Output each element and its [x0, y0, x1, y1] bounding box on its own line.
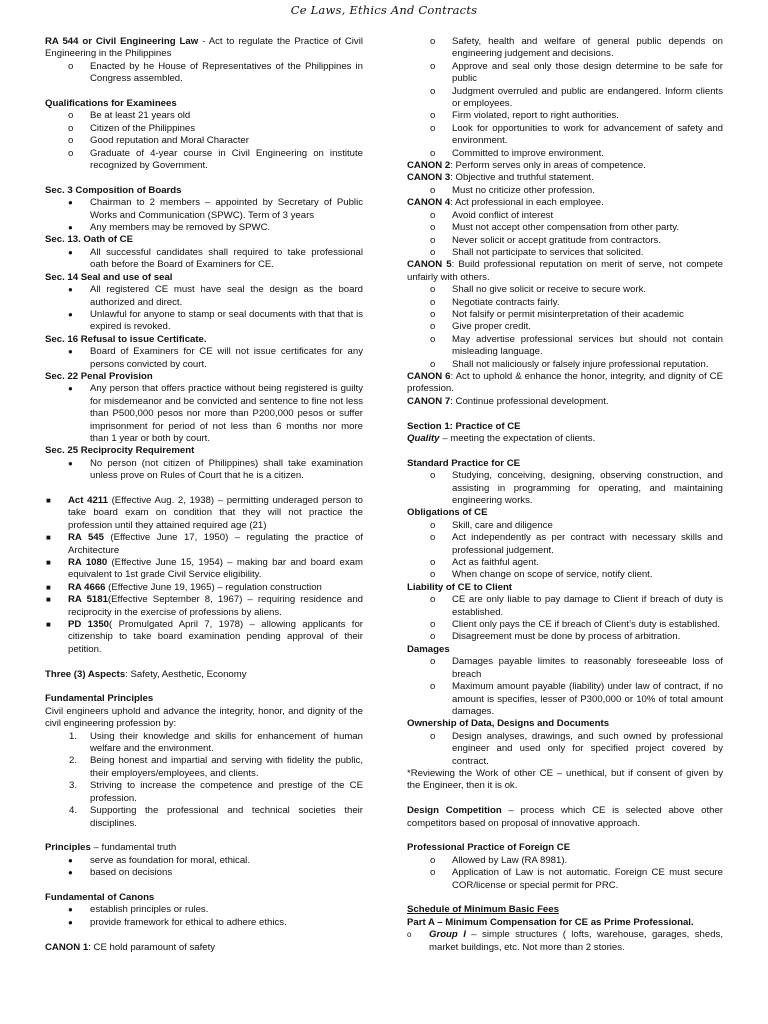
canon3-paragraph: CANON 3: Objective and truthful statement.	[407, 172, 594, 184]
right-column	[407, 36, 723, 954]
list-item: ● Unlawful for anyone to stamp or seal documents with that that is expired is revoked.	[68, 308, 363, 333]
circle-bullet-icon: o	[430, 854, 436, 866]
list-item: ■ PD 1350( Promulgated April 7, 1978) – allowing applicants for citizenship to take board examination pending approval of their petition.	[46, 619, 364, 655]
schedule-heading: Schedule of Minimum Basic Fees	[407, 904, 559, 916]
circle-bullet-icon: o	[430, 184, 436, 196]
list-item: o Design analyses, drawings, and such owned by professional engineer and used only for specified project covered by contract.	[430, 730, 723, 767]
sec16-list	[45, 346, 363, 371]
canon7-paragraph: CANON 7: Continue professional development.	[407, 395, 609, 407]
bullet-icon: ●	[68, 855, 73, 865]
circle-bullet-icon: o	[68, 60, 74, 72]
list-item: ● No person (not citizen of Philippines) shall take examination unless prove on Rules of Court that he is a citizen.	[68, 457, 363, 482]
canon1-list	[407, 36, 723, 160]
qualifications-list	[45, 110, 363, 172]
list-item: o Never solicit or accept gratitude from contractors.	[430, 234, 662, 246]
list-item: 4. Supporting the professional and technical societies their disciplines.	[69, 805, 363, 829]
list-item: o Enacted by he House of Representatives of the Philippines in Congress assembled.	[68, 60, 363, 85]
obligations-heading: Obligations of CE	[407, 507, 488, 519]
obligations-list	[407, 520, 723, 582]
sec13-list	[45, 247, 363, 272]
list-item: o Look for opportunities to work for advancement of safety and environment.	[430, 122, 723, 147]
square-bullet-icon: ■	[46, 533, 51, 543]
list-item: o Not falsify or permit misinterpretation of their academic	[430, 308, 684, 320]
circle-bullet-icon: o	[430, 333, 436, 345]
list-item: o Citizen of the Philippines	[68, 122, 196, 134]
foreign-ce-heading: Professional Practice of Foreign CE	[407, 842, 571, 854]
list-item: o Group I – simple structures ( lofts, warehouse, garages, sheds, market buildings, etc. Not more than 2 stories.	[407, 929, 724, 953]
circle-bullet-icon: o	[430, 60, 436, 72]
circle-bullet-icon: o	[430, 147, 436, 159]
list-item: 1. Using their knowledge and skills for enhancement of human welfare and the environment.	[69, 730, 363, 755]
list-item: o CE are only liable to pay damage to Client if breach of duty is established.	[430, 594, 723, 618]
list-item: o Shall not maliciously or falsely injure professional reputation.	[430, 358, 709, 370]
canon2-paragraph: CANON 2: Perform serves only in areas of competence.	[407, 160, 646, 172]
standard-practice-heading: Standard Practice for CE	[407, 457, 521, 469]
group1-list	[407, 929, 723, 954]
circle-bullet-icon: o	[430, 358, 436, 370]
list-item: o Approve and seal only those design determine to be safe for public	[430, 60, 723, 85]
sec13-heading: Sec. 13. Oath of CE	[45, 234, 133, 246]
list-item: o Application of Law is not automatic. Foreign CE must secure COR/license or special permit for PRC.	[430, 867, 723, 891]
part-a-heading: Part A – Minimum Compensation for CE as Prime Professional.	[407, 916, 694, 928]
list-item: ● establish principles or rules.	[68, 904, 209, 916]
circle-bullet-icon: o	[430, 519, 436, 531]
sec16-heading: Sec. 16 Refusal to issue Certificate.	[45, 333, 207, 345]
circle-bullet-icon: o	[430, 296, 436, 308]
circle-bullet-icon: o	[430, 308, 436, 320]
sec3-heading: Sec. 3 Composition of Boards	[45, 184, 182, 196]
bullet-icon: ●	[68, 198, 73, 208]
circle-bullet-icon: o	[430, 557, 436, 569]
square-bullet-icon: ■	[46, 595, 51, 605]
canon3-list	[407, 185, 723, 197]
list-item: o Must not accept other compensation from other party.	[430, 222, 679, 234]
fundamental-canons-heading: Fundamental of Canons	[45, 891, 155, 903]
sec25-list	[45, 458, 363, 483]
ownership-list	[407, 731, 723, 768]
circle-bullet-icon: o	[430, 321, 436, 333]
circle-bullet-icon: o	[430, 36, 436, 47]
circle-bullet-icon: o	[430, 222, 436, 234]
canon4-paragraph: CANON 4: Act professional in each employee.	[407, 197, 604, 209]
list-item: o Good reputation and Moral Character	[68, 135, 249, 147]
square-bullet-icon: ■	[46, 495, 51, 505]
circle-bullet-icon: o	[430, 569, 436, 581]
fundamental-principles-text: Civil engineers uphold and advance the integrity, honor, and dignity of the civil engineering profession by:	[45, 705, 363, 730]
list-item: o Shall no give solicit or receive to secure work.	[430, 284, 647, 296]
list-item: o Studying, conceiving, designing, observing construction, and assisting in programming for operating, and maintaining engineering works.	[430, 470, 723, 506]
principles-paragraph: Principles – fundamental truth	[45, 842, 177, 854]
principles-list	[45, 855, 363, 880]
circle-bullet-icon: o	[430, 681, 436, 693]
list-item: o Give proper credit.	[430, 321, 531, 333]
list-item: o Negotiate contracts fairly.	[430, 296, 560, 308]
bullet-icon: ●	[68, 905, 73, 915]
fundamental-principles-heading: Fundamental Principles	[45, 693, 154, 705]
list-item: ● All registered CE must have seal the design as the board authorized and direct.	[68, 284, 363, 308]
sec22-list	[45, 383, 363, 445]
liability-list	[407, 594, 723, 644]
circle-bullet-icon: o	[430, 470, 436, 482]
list-item: ■ RA 4666 (Effective June 19, 1965) – regulation construction	[46, 581, 322, 593]
circle-bullet-icon: o	[430, 532, 436, 544]
list-item: o Shall not participate to services that solicited.	[430, 246, 644, 258]
canon5-list	[407, 284, 723, 371]
square-bullet-icon: ■	[46, 582, 51, 592]
bullet-icon: ●	[68, 917, 73, 927]
circle-bullet-icon: o	[430, 594, 436, 606]
liability-heading: Liability of CE to Client	[407, 581, 512, 593]
list-item: ● serve as foundation for moral, ethical.	[68, 854, 250, 866]
circle-bullet-icon: o	[68, 135, 74, 147]
list-item: o Must no criticize other profession.	[430, 184, 595, 196]
list-item: ■ RA 545 (Effective June 17, 1950) – regulating the practice of Architecture	[46, 532, 363, 556]
circle-bullet-icon: o	[430, 246, 436, 258]
bullet-icon: ●	[68, 384, 73, 394]
list-item: 2. Being honest and impartial and serving with fidelity the public, their employers/employees, and clients.	[69, 755, 363, 779]
page-title: Ce Laws, Ethics And Contracts	[290, 3, 478, 17]
sec14-heading: Sec. 14 Seal and use of seal	[45, 271, 173, 283]
list-item: o Be at least 21 years old	[68, 110, 191, 122]
circle-bullet-icon: o	[68, 110, 74, 122]
qualifications-heading: Qualifications for Examinees	[45, 98, 177, 110]
sec25-heading: Sec. 25 Reciprocity Requirement	[45, 445, 195, 457]
list-item: o Firm violated, report to right authorities.	[430, 110, 619, 122]
canon5-paragraph: CANON 5: Build professional reputation on merit of serve, not compete unfairly with others.	[407, 259, 723, 283]
list-item: ■ RA 1080 (Effective June 15, 1954) – making bar and board exam equivalent to 1st grade Civil Service eligibility.	[46, 557, 363, 581]
list-item: o Disagreement must be done by process of arbitration.	[430, 631, 681, 643]
list-item: ● Any members may be removed by SPWC.	[68, 222, 271, 234]
list-item: o Skill, care and diligence	[430, 519, 553, 531]
sec14-list	[45, 284, 363, 334]
circle-bullet-icon: o	[430, 209, 436, 221]
list-item: o Allowed by Law (RA 8981).	[430, 854, 568, 866]
list-item: ■ Act 4211 (Effective Aug. 2, 1938) – permitting underaged person to take board exam on condition that they will not practice the profession until they attained required age (21)	[46, 494, 363, 531]
canon1-paragraph: CANON 1: CE hold paramount of safety	[45, 941, 216, 953]
circle-bullet-icon: o	[430, 122, 436, 134]
square-bullet-icon: ■	[46, 620, 51, 630]
design-competition-paragraph: Design Competition – process which CE is selected above other competitors based on proposal of innovative approach.	[407, 805, 724, 829]
square-bullet-icon: ■	[46, 558, 51, 568]
ra544-heading: RA 544 or Civil Engineering Law	[45, 36, 199, 47]
list-item: ● All successful candidates shall required to take professional oath before the Board of Examiners for CE.	[68, 246, 363, 271]
damages-list	[407, 656, 723, 718]
circle-bullet-icon: o	[430, 619, 436, 631]
circle-bullet-icon: o	[430, 234, 436, 246]
list-item: o Act as faithful agent.	[430, 557, 539, 569]
list-item: o Safety, health and welfare of general public depends on engineering judgement and decisions.	[430, 36, 723, 60]
list-item: o Graduate of 4-year course in Civil Engineering on institute recognized by Government.	[68, 147, 363, 172]
left-column	[45, 36, 363, 954]
canon4-list	[407, 210, 723, 260]
list-item: o Damages payable limites to reasonably foreseeable loss of breach	[430, 656, 723, 680]
circle-bullet-icon: o	[407, 930, 412, 940]
circle-bullet-icon: o	[430, 110, 436, 122]
list-item: o Client only pays the CE if breach of Client’s duty is established.	[430, 619, 721, 631]
canon6-paragraph: CANON 6: Act to uphold & enhance the honor, integrity, and dignity of CE profession.	[407, 370, 723, 395]
list-item: ● Board of Examiners for CE will not issue certificates for any persons convicted by court.	[68, 346, 363, 370]
foreign-ce-list	[407, 855, 723, 892]
list-item: 3. Striving to increase the competence and prestige of the CE profession.	[69, 780, 363, 804]
fundamental-principles-list	[45, 731, 363, 830]
circle-bullet-icon: o	[430, 656, 436, 668]
list-item: ● Chairman to 2 members – appointed by Secretary of Public Works and Communication (SPWC). Term of 3 years	[68, 197, 363, 221]
ra544-paragraph	[45, 36, 363, 61]
list-item: ● provide framework for ethical to adhere ethics.	[68, 916, 287, 928]
bullet-icon: ●	[68, 247, 73, 257]
list-item: ■ RA 5181(Effective September 8, 1967) – requiring residence and reciprocity in the exercise of professions by aliens.	[46, 594, 363, 618]
circle-bullet-icon: o	[430, 85, 436, 97]
fundamental-canons-list	[45, 904, 363, 929]
bullet-icon: ●	[68, 868, 73, 878]
bullet-icon: ●	[68, 309, 73, 319]
circle-bullet-icon: o	[430, 631, 436, 643]
list-item: o Act independently as per contract with necessary skills and professional judgement.	[430, 532, 723, 556]
bullet-icon: ●	[68, 458, 73, 468]
circle-bullet-icon: o	[430, 867, 436, 879]
ownership-heading: Ownership of Data, Designs and Documents	[407, 718, 610, 730]
circle-bullet-icon: o	[68, 122, 74, 134]
damages-heading: Damages	[407, 643, 450, 655]
bullet-icon: ●	[68, 347, 73, 357]
circle-bullet-icon: o	[430, 284, 436, 296]
list-item: ● Any person that offers practice without being registered is guilty for misdemeanor and be convicted and sentence to fine not less than P500,000 pesos nor more than P200,000 pesos or suffer imprisonment for period of not less than 6 months nor more than 1 year or both by court.	[68, 383, 363, 444]
sec22-heading: Sec. 22 Penal Provision	[45, 370, 153, 382]
circle-bullet-icon: o	[68, 147, 74, 159]
aspects-paragraph: Three (3) Aspects: Safety, Aesthetic, Economy	[45, 668, 247, 680]
quality-paragraph: Quality – meeting the expectation of clients.	[407, 432, 596, 444]
list-item: o When change on scope of service, notify client.	[430, 569, 653, 581]
acts-list	[45, 495, 363, 656]
reviewing-note: *Reviewing the Work of other CE – unethical, but if consent of given by the Engineer, then it is ok.	[407, 767, 723, 792]
bullet-icon: ●	[68, 223, 73, 233]
list-item: o Maximum amount payable (liability) under law of contract, if no amount is specifies, lesser of P300,000 or 10% of total amount damages.	[430, 681, 723, 717]
list-item: o Avoid conflict of interest	[430, 209, 554, 221]
circle-bullet-icon: o	[430, 730, 436, 742]
list-item: o Committed to improve environment.	[430, 147, 604, 159]
list-item: o May advertise professional services but should not contain misleading language.	[430, 333, 723, 358]
sec3-list	[45, 197, 363, 234]
list-item: ● based on decisions	[68, 867, 173, 879]
ra544-text: - Act to regulate the Practice of Civil Engineering in the Philippines	[45, 36, 363, 60]
ra544-list	[45, 61, 363, 86]
bullet-icon: ●	[68, 285, 73, 295]
standard-practice-list	[407, 470, 723, 507]
list-item: o Judgment overruled and public are endangered. Inform clients or employees.	[430, 85, 723, 110]
section1-heading: Section 1: Practice of CE	[407, 420, 521, 432]
